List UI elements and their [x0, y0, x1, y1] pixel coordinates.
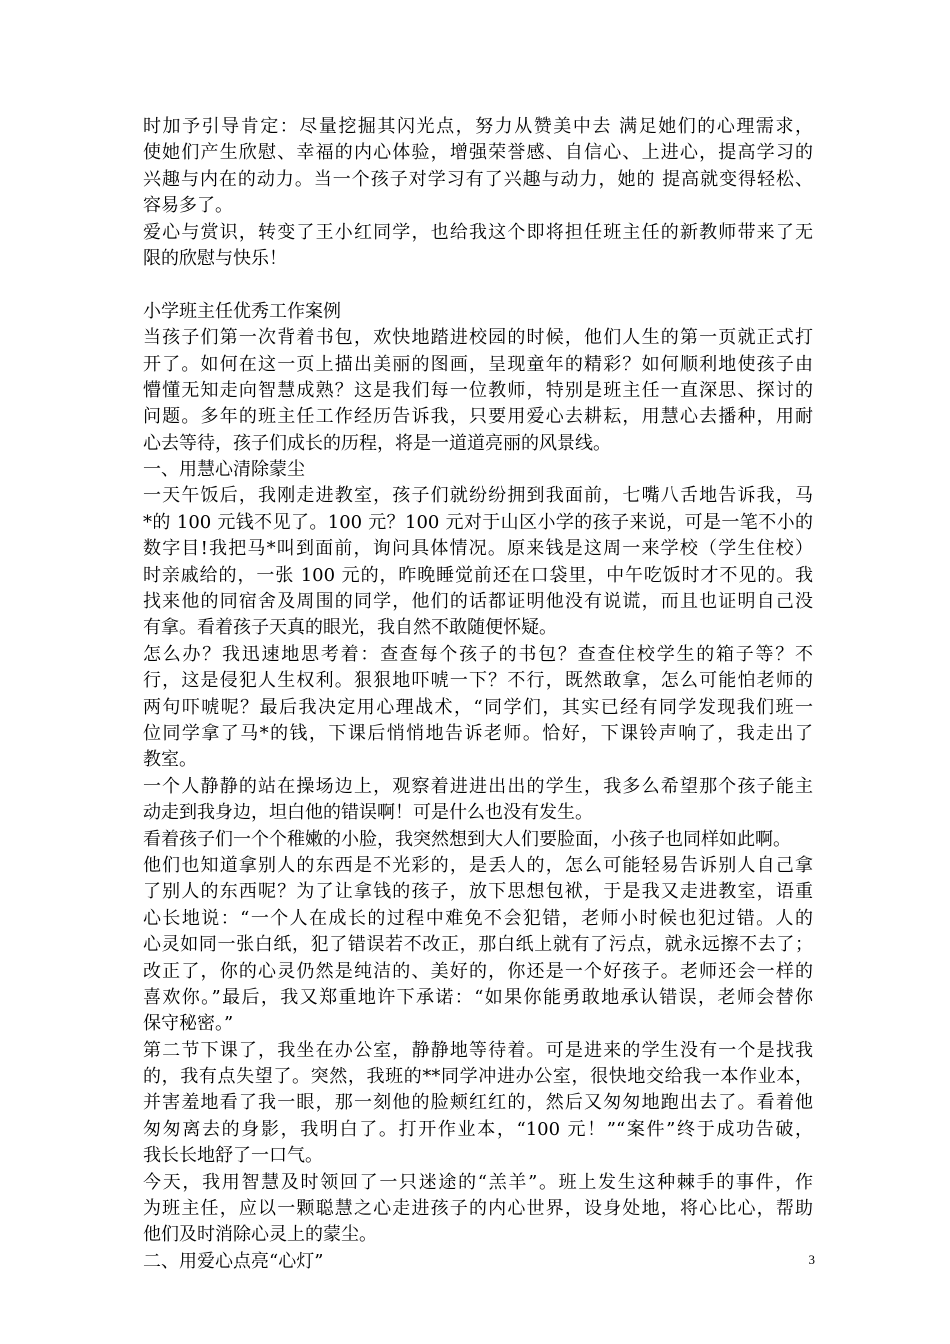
text-line: 二、用爱心点亮“心灯” [143, 1250, 324, 1272]
text-line: *的 100 元钱不见了。100 元？100 元对于山区小学的孩子来说，可是一笔不小的 [143, 511, 813, 533]
text-line: 改正了，你的心灵仍然是纯洁的、美好的，你还是一个好孩子。老师还会一样的 [143, 960, 813, 982]
text-line: 保守秘密。” [143, 1013, 234, 1035]
text-line: 心去等待，孩子们成长的历程，将是一道道亮丽的风景线。 [143, 432, 611, 454]
document-body [143, 114, 813, 1275]
text-line: 找来他的同宿舍及周围的同学，他们的话都证明他没有说谎，而且也证明自己没 [143, 591, 813, 613]
text-line: 数字目!我把马*叫到面前，询问具体情况。原来钱是这周一来学校（学生住校） [143, 538, 813, 560]
text-line: 动走到我身边，坦白他的错误啊！可是什么也没有发生。 [143, 802, 593, 824]
text-line: 一天午饭后，我刚走进教室，孩子们就纷纷拥到我面前，七嘴八舌地告诉我，马 [143, 485, 813, 507]
text-line: 第二节下课了，我坐在办公室，静静地等待着。可是进来的学生没有一个是找我 [143, 1039, 813, 1061]
text-line: 我长长地舒了一口气。 [143, 1145, 323, 1167]
text-line: 了别人的东西呢？为了让拿钱的孩子，放下思想包袱，于是我又走进教室，语重 [143, 881, 813, 903]
text-line: 教室。 [143, 749, 197, 771]
text-line: 爱心与赏识，转变了王小红同学，也给我这个即将担任班主任的新教师带来了无 [143, 221, 813, 243]
text-line: 心灵如同一张白纸，犯了错误若不改正，那白纸上就有了污点，就永远擦不去了； [143, 934, 813, 956]
text-line: 今天，我用智慧及时领回了一只迷途的“羔羊”。班上发生这种棘手的事件，作 [143, 1171, 813, 1193]
blank-line [143, 272, 813, 298]
text-line: 并害羞地看了我一眼，那一刻他的脸颊红红的，然后又匆匆地跑出去了。看着他 [143, 1092, 813, 1114]
text-line: 开了。如何在这一页上描出美丽的图画，呈现童年的精彩？如何顺利地使孩子由 [143, 353, 813, 375]
text-line: 限的欣慰与快乐！ [143, 247, 287, 269]
text-line: 当孩子们第一次背着书包，欢快地踏进校园的时候，他们人生的第一页就正式打 [143, 327, 813, 349]
text-line: 匆匆离去的身影，我明白了。打开作业本，“100 元！”“案件”终于成功告破， [143, 1118, 813, 1140]
text-line: 时加予引导肯定：尽量挖掘其闪光点，努力从赞美中去 满足她们的心理需求， [143, 116, 813, 137]
text-line: 心长地说：“一个人在成长的过程中难免不会犯错，老师小时候也犯过错。人的 [143, 907, 813, 929]
text-line: 他们也知道拿别人的东西是不光彩的，是丢人的，怎么可能轻易告诉别人自己拿 [143, 854, 813, 876]
page-number: 3 [808, 1252, 815, 1267]
text-line: 时亲戚给的，一张 100 元的，昨晚睡觉前还在口袋里，中午吃饭时才不见的。我 [143, 564, 813, 586]
text-line: 懵懂无知走向智慧成熟？这是我们每一位教师，特别是班主任一直深思、探讨的 [143, 379, 813, 401]
text-line: 两句吓唬呢？最后我决定用心理战术，“同学们，其实已经有同学发现我们班一 [143, 696, 813, 718]
text-line: 他们及时消除心灵上的蒙尘。 [143, 1224, 377, 1246]
text-line: 兴趣与内在的动力。当一个孩子对学习有了兴趣与动力，她的 提高就变得轻松、 [143, 168, 813, 190]
text-line: 为班主任，应以一颗聪慧之心走进孩子的内心世界，设身处地，将心比心，帮助 [143, 1198, 813, 1220]
text-line: 行，这是侵犯人生权利。狠狠地吓唬一下？不行，既然敢拿，怎么可能怕老师的 [143, 670, 813, 692]
text-line: 小学班主任优秀工作案例 [143, 300, 341, 322]
text-line: 使她们产生欣慰、幸福的内心体验，增强荣誉感、自信心、上进心，提高学习的 [143, 142, 813, 164]
text-line: 的，我有点失望了。突然，我班的**同学冲进办公室，很快地交给我一本作业本， [143, 1066, 813, 1088]
text-line: 看着孩子们一个个稚嫩的小脸，我突然想到大人们要脸面，小孩子也同样如此啊。 [143, 828, 791, 850]
text-line: 一个人静静的站在操场边上，观察着进进出出的学生，我多么希望那个孩子能主 [143, 775, 813, 797]
text-line: 问题。多年的班主任工作经历告诉我，只要用爱心去耕耘，用慧心去播种，用耐 [143, 406, 813, 428]
text-line: 怎么办？我迅速地思考着：查查每个孩子的书包？查查住校学生的箱子等？不 [143, 643, 813, 665]
text-line: 有拿。看着孩子天真的眼光，我自然不敢随便怀疑。 [143, 617, 557, 639]
text-line: 容易多了。 [143, 195, 233, 217]
text-line: 位同学拿了马*的钱，下课后悄悄地告诉老师。恰好，下课铃声响了，我走出了 [143, 722, 813, 744]
text-line: 一、用慧心清除蒙尘 [143, 459, 305, 481]
text-line: 喜欢你。”最后，我又郑重地许下承诺：“如果你能勇敢地承认错误，老师会替你 [143, 986, 813, 1008]
